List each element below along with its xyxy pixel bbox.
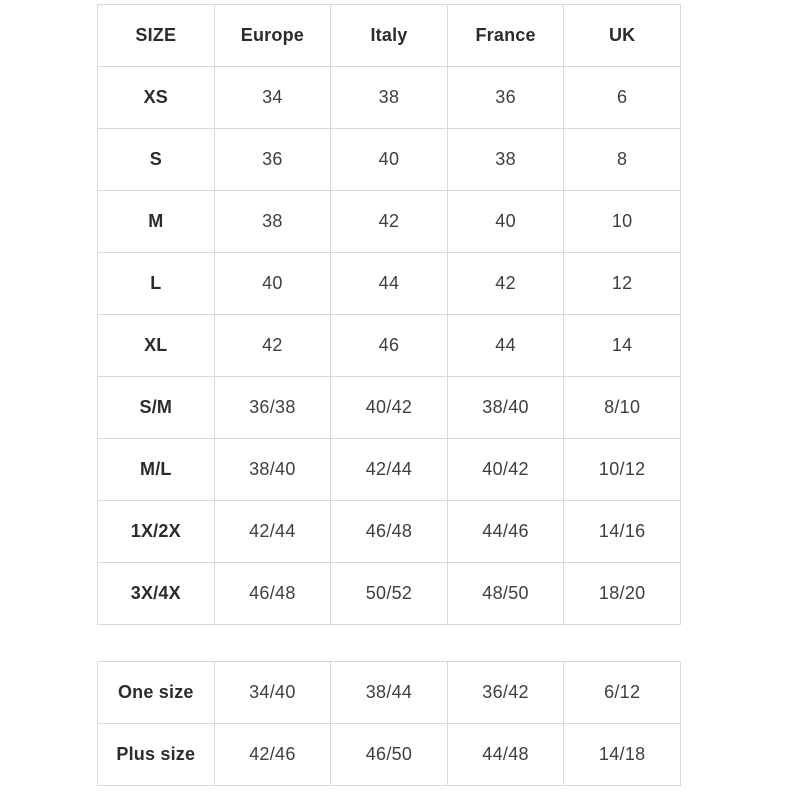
table-row bbox=[98, 315, 681, 377]
table-row bbox=[98, 253, 681, 315]
value-cell: 40 bbox=[447, 191, 564, 253]
value-cell: 10 bbox=[564, 191, 681, 253]
value-cell: 44/48 bbox=[447, 724, 564, 786]
value-cell: 42/44 bbox=[331, 439, 448, 501]
size-conversion-table bbox=[97, 4, 681, 625]
table-row bbox=[98, 439, 681, 501]
table-row bbox=[98, 662, 681, 724]
value-cell: 14/18 bbox=[564, 724, 681, 786]
row-label: M bbox=[98, 191, 215, 253]
row-label: M/L bbox=[98, 439, 215, 501]
value-cell: 44/46 bbox=[447, 501, 564, 563]
value-cell: 46/48 bbox=[331, 501, 448, 563]
value-cell: 40/42 bbox=[331, 377, 448, 439]
row-label: S/M bbox=[98, 377, 215, 439]
value-cell: 44 bbox=[331, 253, 448, 315]
column-header-france: France bbox=[447, 5, 564, 67]
value-cell: 38/40 bbox=[447, 377, 564, 439]
value-cell: 40/42 bbox=[447, 439, 564, 501]
table-row bbox=[98, 377, 681, 439]
value-cell: 14/16 bbox=[564, 501, 681, 563]
size-conversion-chart bbox=[97, 4, 681, 786]
value-cell: 42 bbox=[447, 253, 564, 315]
table-row bbox=[98, 67, 681, 129]
value-cell: 46/50 bbox=[331, 724, 448, 786]
value-cell: 42/44 bbox=[214, 501, 331, 563]
value-cell: 34 bbox=[214, 67, 331, 129]
value-cell: 34/40 bbox=[214, 662, 331, 724]
value-cell: 6 bbox=[564, 67, 681, 129]
value-cell: 44 bbox=[447, 315, 564, 377]
value-cell: 8/10 bbox=[564, 377, 681, 439]
row-label: 1X/2X bbox=[98, 501, 215, 563]
column-header-size: SIZE bbox=[98, 5, 215, 67]
value-cell: 36 bbox=[214, 129, 331, 191]
table-row bbox=[98, 501, 681, 563]
value-cell: 12 bbox=[564, 253, 681, 315]
value-cell: 38 bbox=[447, 129, 564, 191]
value-cell: 40 bbox=[331, 129, 448, 191]
column-header-europe: Europe bbox=[214, 5, 331, 67]
value-cell: 38/44 bbox=[331, 662, 448, 724]
row-label: One size bbox=[98, 662, 215, 724]
value-cell: 38 bbox=[214, 191, 331, 253]
row-label: 3X/4X bbox=[98, 563, 215, 625]
value-cell: 38/40 bbox=[214, 439, 331, 501]
value-cell: 36/38 bbox=[214, 377, 331, 439]
table-row bbox=[98, 129, 681, 191]
table-row bbox=[98, 563, 681, 625]
column-header-uk: UK bbox=[564, 5, 681, 67]
row-label: S bbox=[98, 129, 215, 191]
row-label: L bbox=[98, 253, 215, 315]
value-cell: 42 bbox=[331, 191, 448, 253]
value-cell: 38 bbox=[331, 67, 448, 129]
value-cell: 40 bbox=[214, 253, 331, 315]
value-cell: 48/50 bbox=[447, 563, 564, 625]
row-label: Plus size bbox=[98, 724, 215, 786]
value-cell: 42/46 bbox=[214, 724, 331, 786]
row-label: XS bbox=[98, 67, 215, 129]
value-cell: 46/48 bbox=[214, 563, 331, 625]
value-cell: 18/20 bbox=[564, 563, 681, 625]
table-row bbox=[98, 191, 681, 253]
value-cell: 46 bbox=[331, 315, 448, 377]
value-cell: 6/12 bbox=[564, 662, 681, 724]
column-header-italy: Italy bbox=[331, 5, 448, 67]
row-label: XL bbox=[98, 315, 215, 377]
header-row bbox=[98, 5, 681, 67]
value-cell: 14 bbox=[564, 315, 681, 377]
value-cell: 50/52 bbox=[331, 563, 448, 625]
value-cell: 10/12 bbox=[564, 439, 681, 501]
table-row bbox=[98, 724, 681, 786]
value-cell: 36/42 bbox=[447, 662, 564, 724]
table-gap bbox=[97, 625, 681, 661]
value-cell: 36 bbox=[447, 67, 564, 129]
special-sizes-table bbox=[97, 661, 681, 786]
value-cell: 42 bbox=[214, 315, 331, 377]
value-cell: 8 bbox=[564, 129, 681, 191]
